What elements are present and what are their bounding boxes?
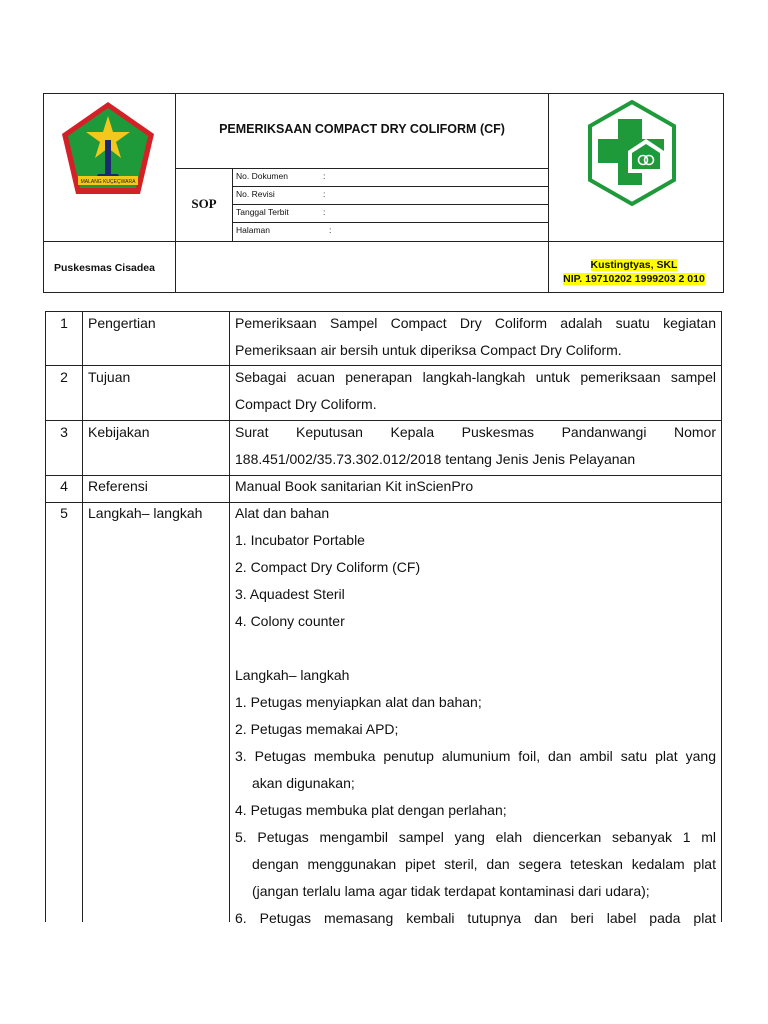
list-item: 1. Petugas menyiapkan alat dan bahan; [235,694,482,710]
list-item: akan digunakan; [252,775,355,791]
organization-name: Puskesmas Cisadea [54,262,155,274]
health-center-logo [584,99,680,207]
document-title: PEMERIKSAAN COMPACT DRY COLIFORM (CF) [219,122,505,136]
meta-row-issue-date: Tanggal Terbit : [236,207,326,217]
list-item: dengan menggunakan pipet steril, dan segera teteskan kedalam plat [252,856,716,872]
sop-label: SOP [191,196,217,211]
row-number: 3 [60,424,68,440]
meta-row-revision: No. Revisi : [236,189,326,199]
row-content-purpose: Sebagai acuan penerapan langkah-langkah untuk pemeriksaan sampel Compact Dry Coliform. [235,369,716,412]
list-item: 4. Petugas membuka plat dengan perlahan; [235,802,507,818]
row-content-definition: Pemeriksaan Sampel Compact Dry Coliform adalah suatu kegiatan Pemeriksaan air bersih untuk diperiksa Compact Dry Coliform. [235,315,716,358]
signer-name: Kustingtyas, SKL [590,259,678,271]
row-number: 2 [60,369,68,385]
sop-content-table [45,311,722,926]
row-label-definition: Pengertian [88,315,156,331]
row-content-reference: Manual Book sanitarian Kit inScienPro [235,478,474,494]
svg-text:MALANG KUÇEÇWARA: MALANG KUÇEÇWARA [80,179,136,185]
row-label-policy: Kebijakan [88,424,150,440]
meta-row-page: Halaman : [236,225,332,235]
row-number: 5 [60,505,68,521]
row-content-policy: Surat Keputusan Kepala Puskesmas Pandanwangi Nomor 188.451/002/35.73.302.012/2018 tentang Jenis Jenis Pelayanan [235,424,716,467]
list-item: 2. Compact Dry Coliform (CF) [235,559,421,575]
tools-heading: Alat dan bahan [235,505,330,521]
meta-row-document-number: No. Dokumen : [236,171,326,181]
list-item: 1. Incubator Portable [235,532,365,548]
row-label-reference: Referensi [88,478,148,494]
row-content-steps [235,500,716,932]
row-number: 4 [60,478,68,494]
list-item: 3. Petugas membuka penutup alumunium foil, dan ambil satu plat yang [235,748,716,764]
list-item: 5. Petugas mengambil sampel yang elah diencerkan sebanyak 1 ml [235,829,716,845]
signer-nip: NIP. 19710202 1999203 2 010 [563,273,705,285]
row-label-steps: Langkah– langkah [88,505,203,521]
row-label-purpose: Tujuan [88,369,131,385]
list-item: 6. Petugas memasang kembali tutupnya dan beri label pada plat [235,910,716,926]
list-item: 2. Petugas memakai APD; [235,721,399,737]
sop-header-table [43,93,724,293]
list-item: (jangan terlalu lama agar tidak terdapat kontaminasi dari udara); [252,883,650,899]
list-item: 4. Colony counter [235,613,345,629]
municipal-seal-logo [58,100,158,200]
row-number: 1 [60,315,68,331]
list-item: 3. Aquadest Steril [235,586,345,602]
steps-heading: Langkah– langkah [235,667,350,683]
